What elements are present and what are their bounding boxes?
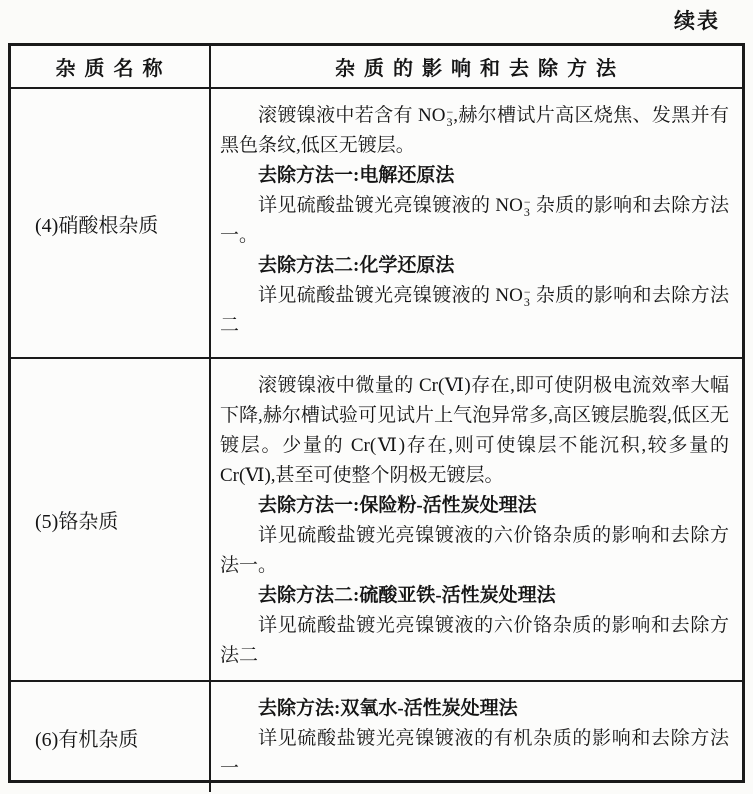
removal-method-heading: 去除方法一:电解还原法 — [258, 165, 455, 186]
impurity-name: (6)有机杂质 — [35, 728, 139, 751]
ion-base-text: NO — [417, 105, 446, 126]
ion-superscript: − — [446, 105, 454, 119]
ion-scripts — [524, 197, 531, 217]
impurity-name-cell — [11, 682, 211, 792]
impurity-table — [8, 43, 745, 783]
impurity-detail-cell — [211, 682, 742, 792]
continued-table-label: 续表 — [674, 9, 720, 33]
detail-paragraph: 详见硫酸盐镀光亮镍镀液的六价铬杂质的影响和去除方法一。 — [220, 525, 729, 576]
removal-method-heading: 去除方法二:化学还原法 — [258, 255, 455, 276]
impurity-detail-cell — [211, 89, 742, 357]
impurity-detail-cell — [211, 359, 742, 680]
table-row — [11, 89, 742, 359]
table-body — [11, 89, 742, 792]
table-row — [11, 359, 742, 682]
removal-method-heading: 去除方法二:硫酸亚铁-活性炭处理法 — [258, 585, 556, 606]
removal-method-heading: 去除方法:双氧水-活性炭处理法 — [258, 698, 518, 719]
ion-scripts — [446, 107, 453, 127]
ion-base-text: NO — [495, 195, 523, 216]
ion-subscript: 3 — [523, 295, 530, 309]
ion-superscript: − — [523, 285, 531, 299]
table-row — [11, 682, 742, 792]
detail-paragraph: 详见硫酸盐镀光亮镍镀液的 NO − 3 杂质的影响和去除方法二 — [220, 281, 729, 341]
table-header-row — [11, 46, 742, 89]
detail-paragraph: 详见硫酸盐镀光亮镍镀液的有机杂质的影响和去除方法一 — [220, 728, 729, 779]
ion-subscript: 3 — [523, 205, 530, 219]
impurity-name: (4)硝酸根杂质 — [35, 214, 159, 237]
impurity-name: (5)铬杂质 — [35, 511, 119, 533]
ion-scripts — [524, 287, 531, 307]
ion-subscript: 3 — [446, 115, 453, 129]
nitrate-ion-symbol — [495, 281, 530, 311]
header-impurity-effects-and-removal: 杂 质 的 影 响 和 去 除 方 法 — [335, 58, 618, 80]
nitrate-ion-symbol — [418, 101, 453, 131]
detail-paragraph: 详见硫酸盐镀光亮镍镀液的 NO − 3 杂质的影响和去除方法一。 — [220, 191, 729, 251]
ion-superscript: − — [523, 195, 531, 209]
detail-paragraph: 滚镀镍液中若含有 NO − 3 ,赫尔槽试片高区烧焦、发黑并有黑色条纹,低区无镀层。 — [220, 101, 729, 161]
detail-paragraph: 滚镀镍液中微量的 Cr(Ⅵ)存在,即可使阴极电流效率大幅下降,赫尔槽试验可见试片上气泡异常多,高区镀层脆裂,低区无镀层。少量的 Cr(Ⅵ)存在,则可使镍层不能沉积,较多量的 Cr(Ⅵ),甚至可使整个阴极无镀层。 — [220, 375, 729, 486]
impurity-name-cell — [11, 359, 211, 680]
nitrate-ion-symbol — [495, 191, 530, 221]
impurity-name-cell — [11, 89, 211, 357]
ion-base-text: NO — [495, 285, 523, 306]
removal-method-heading: 去除方法一:保险粉-活性炭处理法 — [258, 495, 537, 516]
header-impurity-name: 杂 质 名 称 — [11, 46, 211, 87]
detail-paragraph: 详见硫酸盐镀光亮镍镀液的六价铬杂质的影响和去除方法二 — [220, 615, 729, 666]
